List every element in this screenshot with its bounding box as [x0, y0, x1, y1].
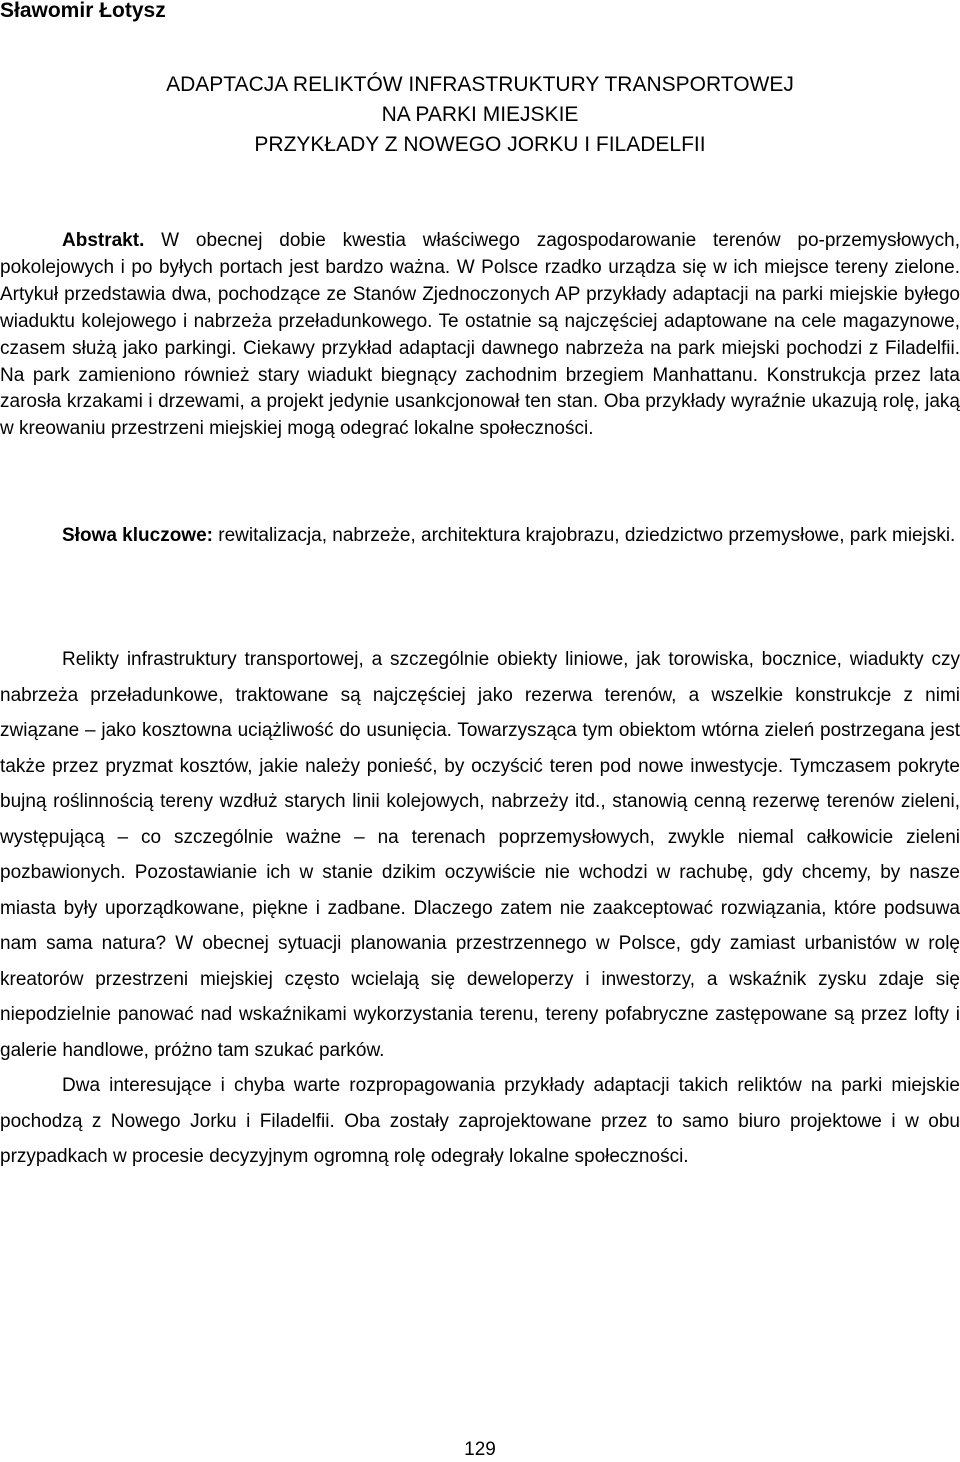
keywords: [0, 522, 960, 549]
body-paragraph-2: Dwa interesujące i chyba warte rozpropagowania przykłady adaptacji takich reliktów na parki miejskie pochodzą z Nowego Jorku i Filadelfii. Oba zostały zaprojektowane przez to samo biuro projektowe i w obu przypadkach w procesie decyzyjnym ogromną rolę odegrały lokalne społeczności.: [0, 1075, 960, 1167]
keywords-text: rewitalizacja, nabrzeże, architektura krajobrazu, dziedzictwo przemysłowe, park miejski.: [218, 525, 956, 546]
article-title: [0, 70, 960, 160]
abstract-label: Abstrakt.: [62, 230, 145, 251]
abstract-text: W obecnej dobie kwestia właściwego zagospodarowanie terenów po-przemysłowych, pokolejowych i po byłych portach jest bardzo ważna. W Polsce rzadko urządza się w ich miejsce tereny zielone. Artykuł przedstawia dwa, pochodzące ze Stanów Zjednoczonych AP przykłady adaptacji na parki miejskie byłego wiaduktu kolejowego i nabrzeża przeładunkowego. Te ostatnie są najczęściej adaptowane na cele magazynowe, czasem służą jako parkingi. Ciekawy przykład adaptacji dawnego nabrzeża na park miejski pochodzi z Filadelfii. Na park zamieniono również stary wiadukt biegnący zachodnim brzegiem Manhattanu. Konstrukcja przez lata zarosła krzakami i drzewami, a projekt jedynie usankcjonował ten stan. Oba przykłady wyraźnie ukazują rolę, jaką w kreowaniu przestrzeni miejskiej mogą odegrać lokalne społeczności.: [0, 230, 960, 440]
page-number: 129: [464, 1439, 496, 1460]
body-paragraph-1: Relikty infrastruktury transportowej, a szczególnie obiekty liniowe, jak torowiska, bocznice, wiadukty czy nabrzeża przeładunkowe, traktowane są najczęściej jako rezerwa terenów, a wszelkie konstrukcje z nimi związane – jako kosztowna uciążliwość do usunięcia. Towarzysząca tym obiektom wtórna zieleń postrzegana jest także przez pryzmat kosztów, jakie należy ponieść, by oczyścić teren pod nowe inwestycje. Tymczasem pokryte bujną roślinnością tereny wzdłuż starych linii kolejowych, nabrzeży itd., stanowią cenną rezerwę terenów zieleni, występującą – co szczególnie ważne – na terenach poprzemysłowych, zwykle niemal całkowicie zieleni pozbawionych. Pozostawianie ich w stanie dzikim oczywiście nie wchodzi w rachubę, gdy chcemy, by nasze miasta były uporządkowane, piękne i zadbane. Dlaczego zatem nie zaakceptować rozwiązania, które podsuwa nam sama natura? W obecnej sytuacji planowania przestrzennego w Polsce, gdy zamiast urbanistów w rolę kreatorów przestrzeni miejskiej często wcielają się deweloperzy i inwestorzy, a wskaźnik zysku zdaje się niepodzielnie panować nad wskaźnikami wykorzystania terenu, tereny pofabryczne zastępowane są przez lofty i galerie handlowe, próżno tam szukać parków.: [0, 649, 960, 1061]
title-line-2: NA PARKI MIEJSKIE: [381, 103, 579, 126]
title-line-1: ADAPTACJA RELIKTÓW INFRASTRUKTURY TRANSPORTOWEJ: [166, 73, 794, 96]
title-line-3: PRZYKŁADY Z NOWEGO JORKU I FILADELFII: [254, 133, 706, 156]
abstract: [0, 228, 960, 443]
author-name: Sławomir Łotysz: [0, 0, 166, 22]
article-body: [0, 642, 960, 1175]
keywords-label: Słowa kluczowe:: [62, 525, 213, 546]
